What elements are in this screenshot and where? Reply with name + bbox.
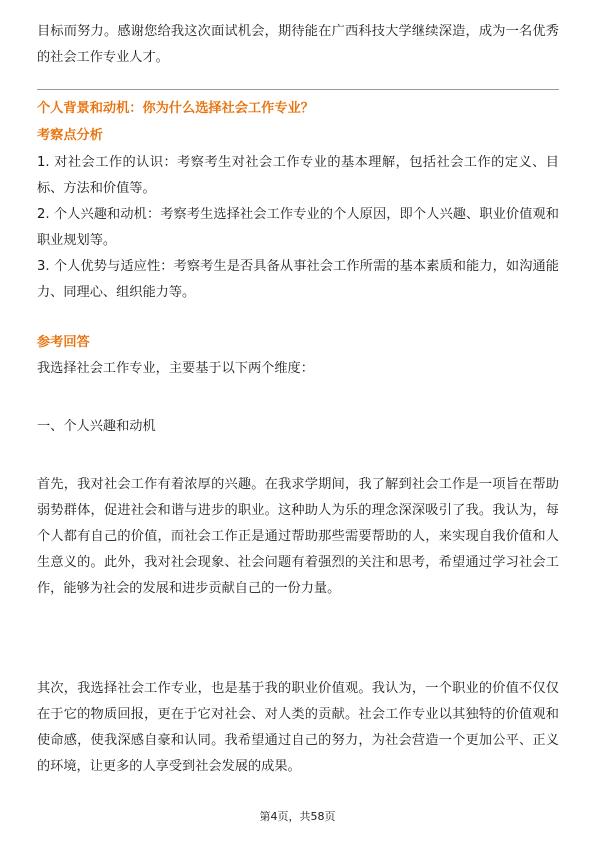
page-footer: 第4页，共58页 xyxy=(259,810,336,823)
answer-intro: 我选择社会工作专业，主要基于以下两个维度： xyxy=(37,361,314,376)
analysis-point: 3. 个人优势与适应性：考察考生是否具备从事社会工作所需的基本素质和能力，如沟通能力、同理心、组织能力等。 xyxy=(37,259,559,300)
answer-heading: 参考回答 xyxy=(37,335,90,350)
analysis-heading: 考察点分析 xyxy=(37,128,103,143)
paragraph-second: 其次，我选择社会工作专业，也是基于我的职业价值观。我认为，一个职业的价值不仅仅在于它的物质回报，更在于它对社会、对人类的贡献。社会工作专业以其独特的价值观和使命感，使我深感自豪和认同。我希望通过自己的努力，为社会营造一个更加公平、正义的环境，让更多的人享受到社会发展的成果。 xyxy=(37,681,559,774)
paragraph-first: 首先，我对社会工作有着浓厚的兴趣。在我求学期间，我了解到社会工作是一项旨在帮助弱势群体，促进社会和谐与进步的职业。这种助人为乐的理念深深吸引了我。我认为，每个人都有自己的价值，而社会工作正是通过帮助那些需要帮助的人，来实现自我价值和人生意义的。此外，我对社会现象、社会问题有着强烈的关注和思考，希望通过学习社会工作，能够为社会的发展和进步贡献自己的一份力量。 xyxy=(37,477,559,596)
question-title: 个人背景和动机：你为什么选择社会工作专业？ xyxy=(37,101,314,116)
analysis-point: 1. 对社会工作的认识：考察考生对社会工作专业的基本理解，包括社会工作的定义、目标、方法和价值等。 xyxy=(37,155,559,196)
section-one-title: 一、个人兴趣和动机 xyxy=(37,419,156,434)
intro-paragraph: 目标而努力。感谢您给我这次面试机会，期待能在广西科技大学继续深造，成为一名优秀的社会工作专业人才。 xyxy=(37,24,559,65)
analysis-point: 2. 个人兴趣和动机：考察考生选择社会工作专业的个人原因，即个人兴趣、职业价值观和职业规划等。 xyxy=(37,207,559,248)
analysis-list xyxy=(37,150,559,306)
section-divider xyxy=(37,89,559,90)
